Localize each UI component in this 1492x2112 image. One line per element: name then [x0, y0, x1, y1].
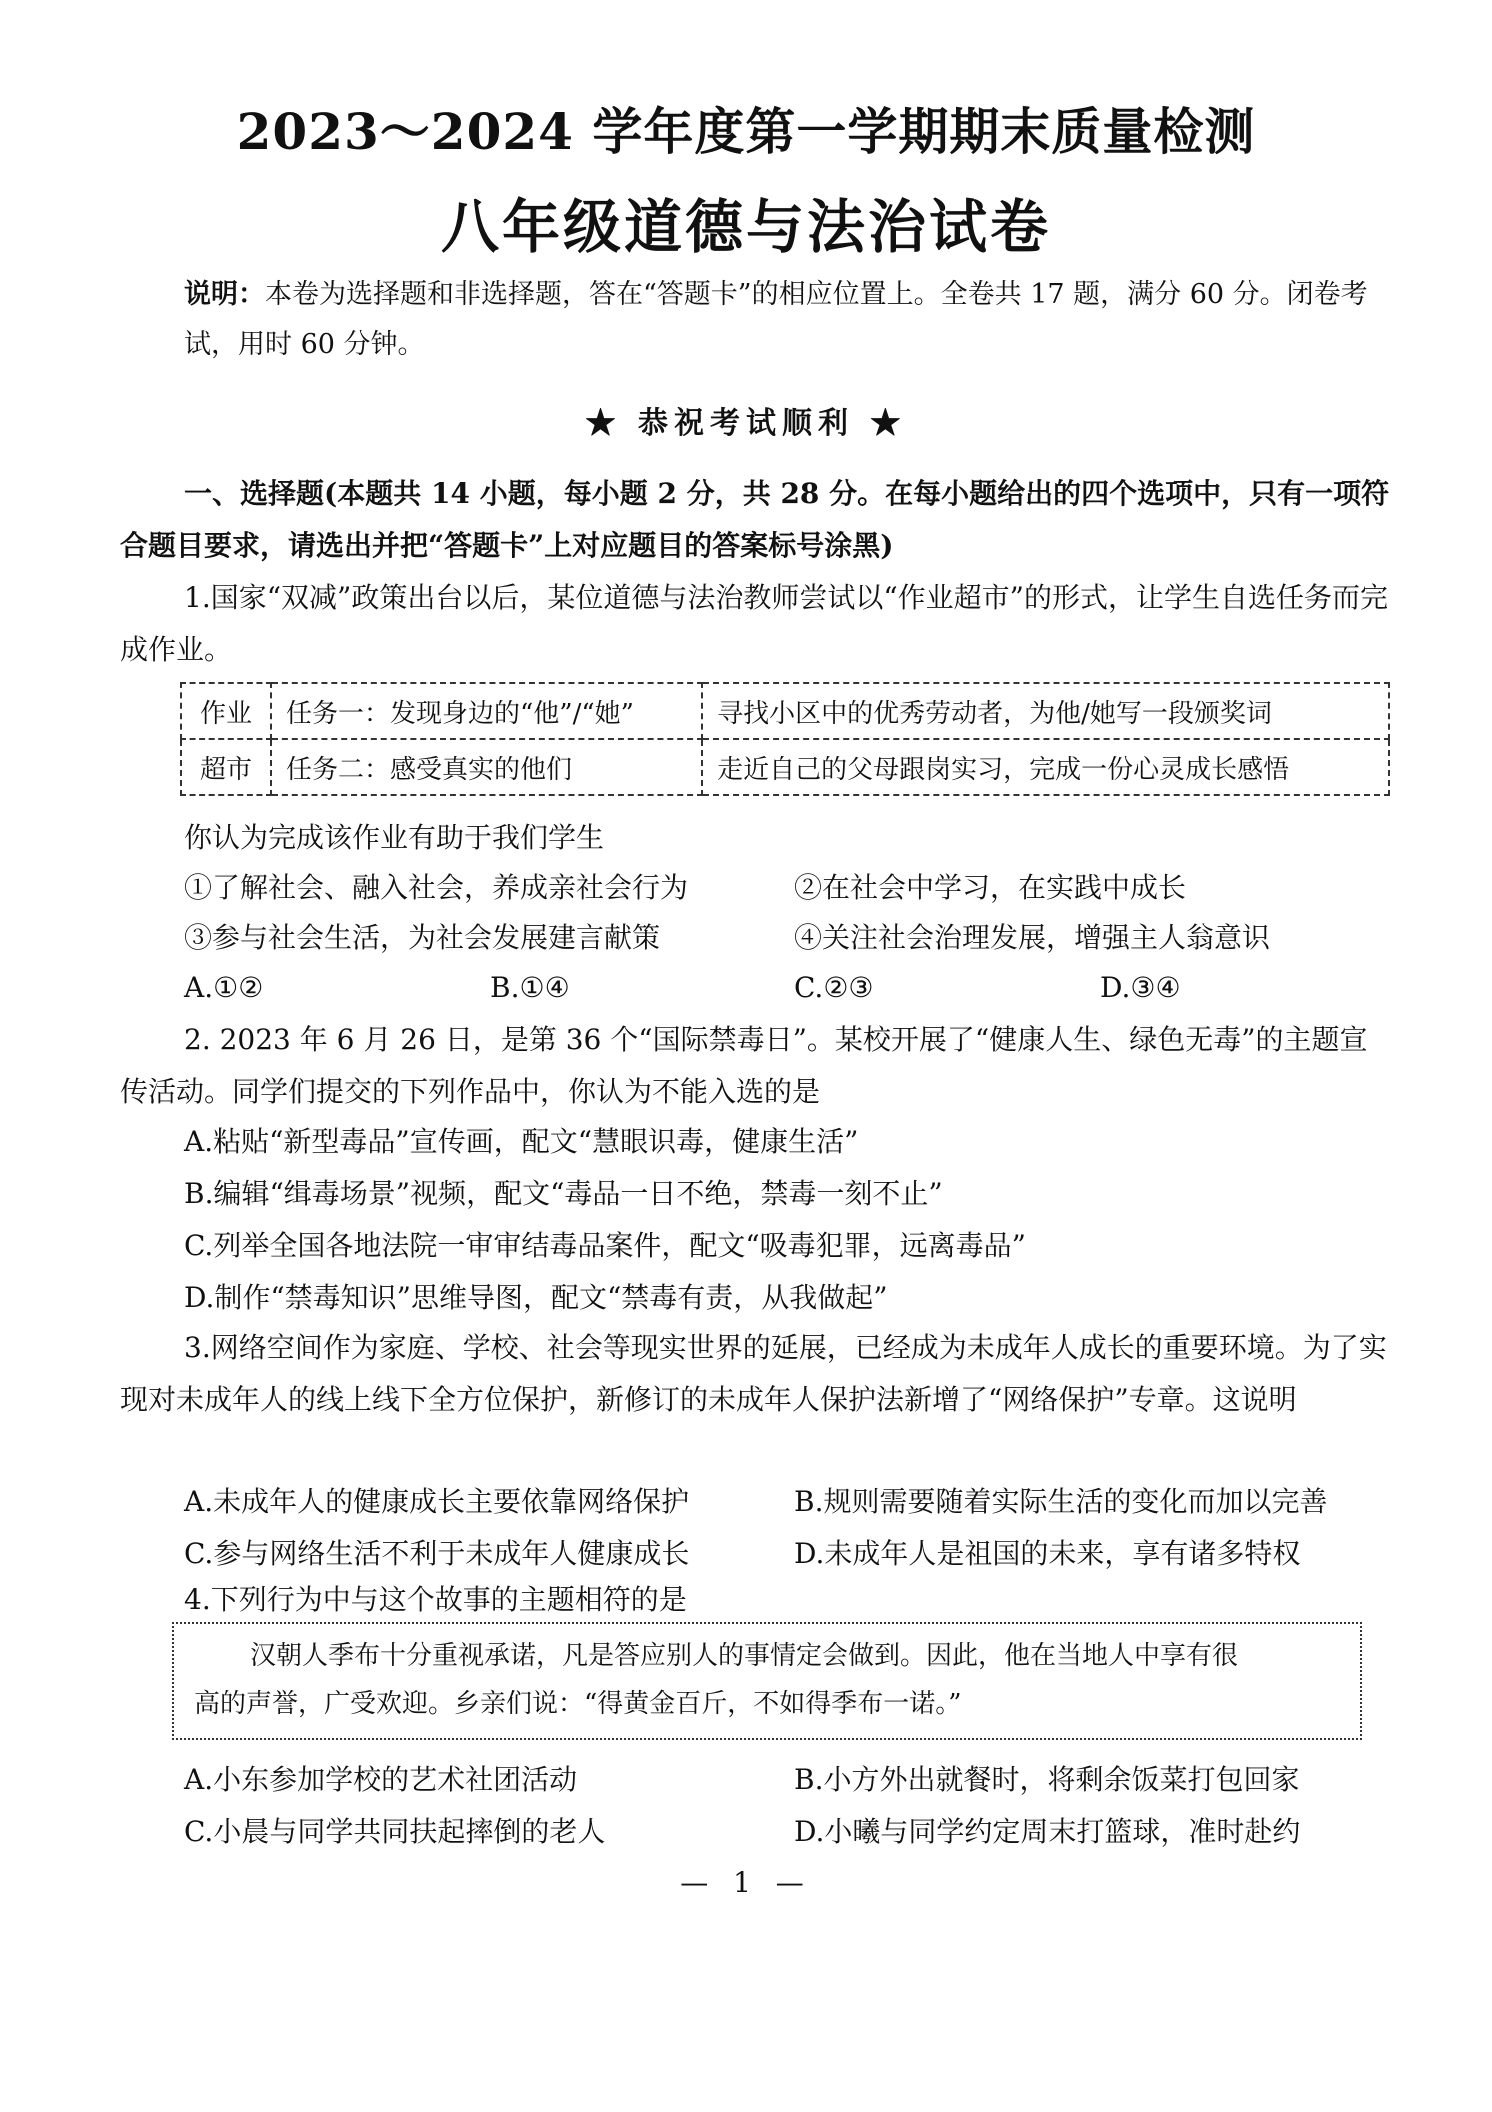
- q2-option-c: C.列举全国各地法院一审审结毒品案件，配文“吸毒犯罪，远离毒品”: [184, 1229, 1026, 1262]
- q1-item-1: ①了解社会、融入社会，养成亲社会行为: [184, 871, 689, 904]
- q4-option-d: D.小曦与同学约定周末打篮球，准时赴约: [794, 1815, 1301, 1848]
- exam-title: 2023～2024 学年度第一学期期末质量检测: [236, 102, 1256, 161]
- instructions-label: 说明：: [184, 279, 265, 310]
- q1-option-b: B.①④: [490, 971, 570, 1004]
- good-luck-banner: ★ 恭祝考试顺利 ★: [585, 406, 907, 441]
- q3-option-c: C.参与网络生活不利于未成年人健康成长: [184, 1537, 690, 1570]
- q2-option-a: A.粘贴“新型毒品”宣传画，配文“慧眼识毒，健康生活”: [184, 1125, 859, 1158]
- q4-stem: 4.下列行为中与这个故事的主题相符的是: [184, 1583, 687, 1616]
- q2-option-b: B.编辑“缉毒场景”视频，配文“毒品一日不绝，禁毒一刻不止”: [184, 1177, 943, 1210]
- table-desc: 寻找小区中的优秀劳动者，为他/她写一段颁奖词: [702, 683, 1389, 739]
- q3-option-b: B.规则需要随着实际生活的变化而加以完善: [794, 1485, 1328, 1518]
- q4-option-b: B.小方外出就餐时，将剩余饭菜打包回家: [794, 1763, 1300, 1796]
- table-label-top: 作业: [181, 683, 271, 739]
- instructions: [184, 270, 1384, 370]
- q1-item-3: ③参与社会生活，为社会发展建言献策: [184, 921, 661, 954]
- q1-stem: 1.国家“双减”政策出台以后，某位道德与法治教师尝试以“作业超市”的形式，让学生自选任务而完成作业。: [120, 581, 1388, 666]
- q1-option-d: D.③④: [1100, 971, 1181, 1004]
- instructions-text: 本卷为选择题和非选择题，答在“答题卡”的相应位置上。全卷共 17 题，满分 60 分。闭卷考试，用时 60 分钟。: [184, 279, 1368, 360]
- table-label-bottom: 超市: [181, 739, 271, 795]
- q2-stem: 2. 2023 年 6 月 26 日，是第 36 个“国际禁毒日”。某校开展了“健康人生、绿色无毒”的主题宣传活动。同学们提交的下列作品中，你认为不能入选的是: [120, 1023, 1368, 1108]
- story-line: 汉朝人季布十分重视承诺，凡是答应别人的事情定会做到。因此，他在当地人中享有很: [250, 1641, 1239, 1671]
- table-desc: 走近自己的父母跟岗实习，完成一份心灵成长感悟: [702, 739, 1389, 795]
- homework-table: [180, 682, 1390, 796]
- q3-stem: 3.网络空间作为家庭、学校、社会等现实世界的延展，已经成为未成年人成长的重要环境。为了实现对未成年人的线上线下全方位保护，新修订的未成年人保护法新增了“网络保护”专章。这说明: [120, 1331, 1387, 1416]
- q1-option-c: C.②③: [794, 971, 874, 1004]
- q1-option-a: A.①②: [184, 971, 264, 1004]
- q1-item-2: ②在社会中学习，在实践中成长: [794, 871, 1187, 904]
- story-box: [172, 1622, 1362, 1740]
- table-row: [181, 683, 1389, 739]
- q4-option-c: C.小晨与同学共同扶起摔倒的老人: [184, 1815, 606, 1848]
- q4-option-a: A.小东参加学校的艺术社团活动: [184, 1763, 578, 1796]
- exam-subtitle: 八年级道德与法治试卷: [440, 193, 1051, 261]
- q1-item-4: ④关注社会治理发展，增强主人翁意识: [794, 921, 1271, 954]
- section-heading: 一、选择题(本题共 14 小题，每小题 2 分，共 28 分。在每小题给出的四个选项中，只有一项符合题目要求，请选出并把“答题卡”上对应题目的答案标号涂黑): [120, 477, 1390, 562]
- q3-option-d: D.未成年人是祖国的未来，享有诸多特权: [794, 1537, 1301, 1570]
- table-row: [181, 739, 1389, 795]
- q3-option-a: A.未成年人的健康成长主要依靠网络保护: [184, 1485, 690, 1518]
- table-task: 任务一：发现身边的“他”/“她”: [271, 683, 702, 739]
- q2-option-d: D.制作“禁毒知识”思维导图，配文“禁毒有责，从我做起”: [184, 1281, 888, 1314]
- q1-prompt: 你认为完成该作业有助于我们学生: [184, 821, 605, 854]
- page-number: — 1 —: [680, 1866, 812, 1899]
- story-line: 高的声誉，广受欢迎。乡亲们说：“得黄金百斤，不如得季布一诺。”: [194, 1689, 962, 1719]
- table-task: 任务二：感受真实的他们: [271, 739, 702, 795]
